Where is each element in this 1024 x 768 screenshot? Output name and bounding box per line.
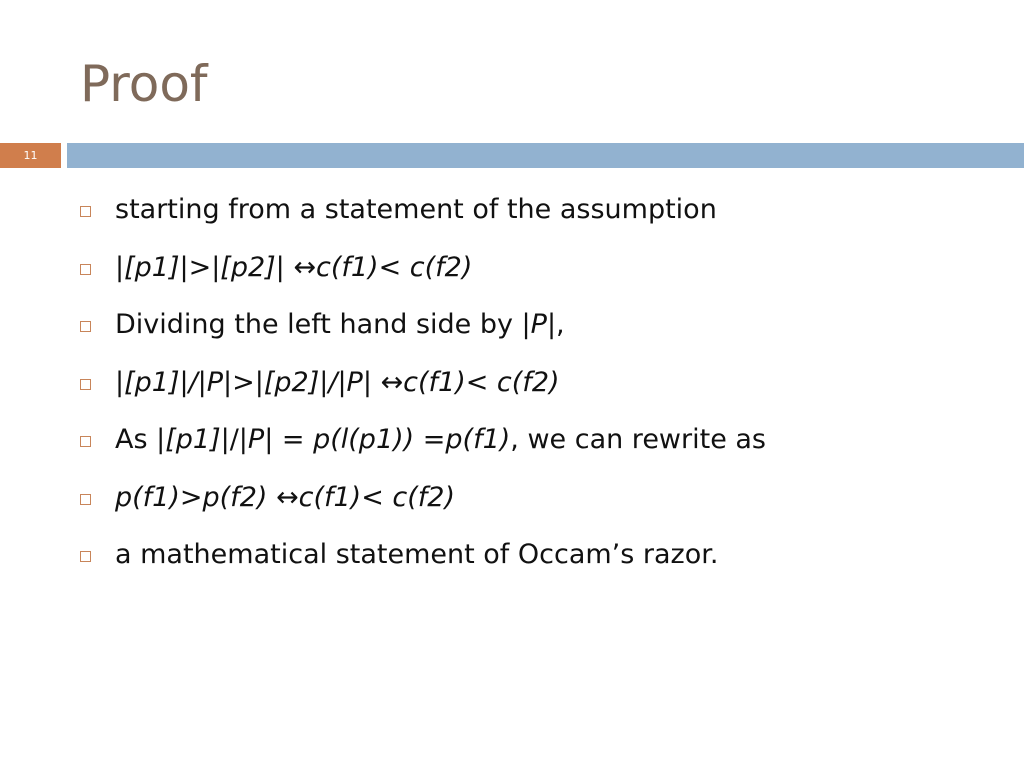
bullet-item [80, 478, 1010, 536]
bullet-text [115, 363, 560, 403]
slide-number-badge: 11 [0, 143, 61, 168]
math-expression: P [530, 309, 547, 340]
square-bullet-icon [80, 494, 91, 505]
square-bullet-icon [80, 321, 91, 332]
bullet-text [115, 190, 717, 230]
bullet-text [115, 535, 718, 575]
bullet-text [115, 420, 766, 460]
text-segment: | = [264, 424, 314, 455]
math-expression: [p1] [165, 424, 221, 455]
bullet-text [115, 248, 472, 288]
bullet-list [80, 190, 1010, 593]
slide-title: Proof [80, 55, 208, 113]
text-segment: , we can rewrite as [510, 424, 767, 455]
square-bullet-icon [80, 264, 91, 275]
math-expression: |[p1]|/|P|>|[p2]|/|P| ↔c(f1)< c(f2) [115, 366, 560, 398]
text-segment: a mathematical statement of Occam’s razor. [115, 539, 719, 570]
bullet-item [80, 363, 1010, 421]
square-bullet-icon [80, 551, 91, 562]
math-expression: |[p1]|>|[p2]| ↔c(f1)< c(f2) [115, 251, 473, 283]
text-segment: As | [115, 424, 166, 455]
title-rule-bar [67, 143, 1024, 168]
square-bullet-icon [80, 436, 91, 447]
bullet-text [115, 305, 565, 345]
text-segment: starting from a statement of the assumption [115, 194, 717, 225]
bullet-item [80, 305, 1010, 363]
math-expression: p(f1)>p(f2) ↔c(f1)< c(f2) [115, 481, 456, 513]
math-expression: P [247, 424, 265, 455]
bullet-item [80, 535, 1010, 593]
square-bullet-icon [80, 206, 91, 217]
text-segment: |/| [220, 424, 248, 455]
math-expression: p(l(p1)) =p(f1) [313, 424, 511, 455]
bullet-item [80, 248, 1010, 306]
square-bullet-icon [80, 379, 91, 390]
bullet-text [115, 478, 455, 518]
bullet-item [80, 420, 1010, 478]
text-segment: |, [546, 309, 565, 340]
text-segment: Dividing the left hand side by | [115, 309, 531, 340]
bullet-item [80, 190, 1010, 248]
